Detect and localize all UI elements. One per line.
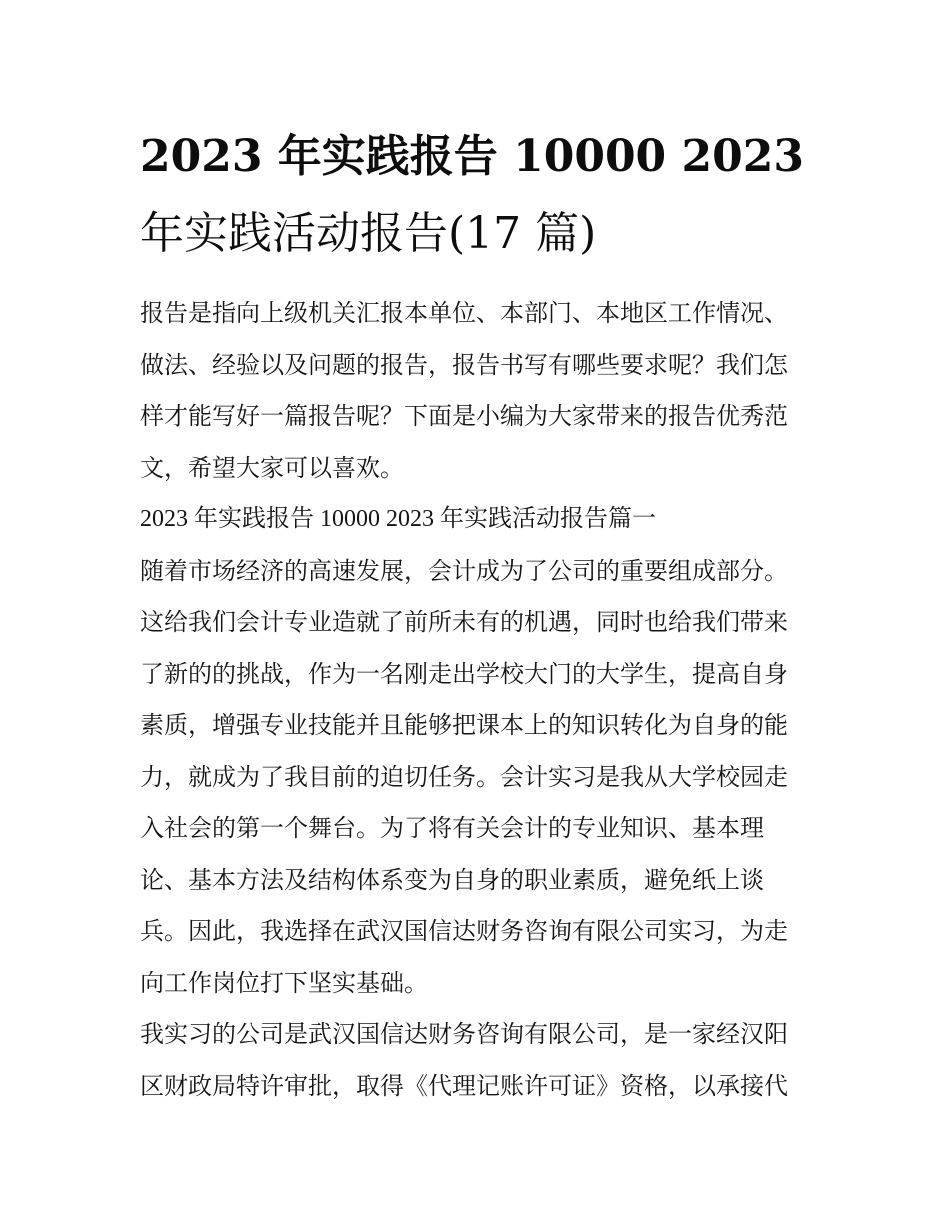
document-title: [140, 118, 812, 272]
intro-line-4: 文，希望大家可以喜欢。: [140, 453, 404, 482]
intro-line-3: 样才能写好一篇报告呢？下面是小编为大家带来的报告优秀范: [140, 402, 788, 430]
paragraph1-line-2: 这给我们会计专业造就了前所未有的机遇，同时也给我们带来: [140, 608, 788, 636]
paragraph1-line-5: 力，就成为了我目前的迫切任务。会计实习是我从大学校园走: [140, 762, 788, 791]
paragraph1-line-4: 素质，增强专业技能并且能够把课本上的知识转化为自身的能: [140, 711, 788, 739]
paragraph2-line-2: 区财政局特许审批，取得《代理记账许可证》资格，以承接代: [140, 1071, 788, 1100]
title-line-1: 2023 年实践报告 10000 2023: [140, 131, 804, 182]
document-content: [140, 118, 812, 1112]
paragraph1-line-3: 了新的的挑战，作为一名刚走出学校大门的大学生，提高自身: [140, 659, 788, 688]
paragraph1-line-6: 入社会的第一个舞台。为了将有关会计的专业知识、基本理: [140, 814, 764, 842]
body-paragraph-1: [140, 546, 812, 1010]
paragraph1-line-8: 兵。因此，我选择在武汉国信达财务咨询有限公司实习，为走: [140, 917, 788, 945]
intro-line-2: 做法、经验以及问题的报告，报告书写有哪些要求呢？我们怎: [140, 350, 788, 379]
body-paragraph-2: [140, 1009, 812, 1112]
section-heading: 2023 年实践报告 10000 2023 年实践活动报告篇一: [140, 506, 656, 532]
paragraph1-line-1: 随着市场经济的高速发展，会计成为了公司的重要组成部分。: [140, 556, 788, 585]
paragraph2-line-1: 我实习的公司是武汉国信达财务咨询有限公司，是一家经汉阳: [140, 1020, 788, 1048]
paragraph1-line-9: 向工作岗位打下坚实基础。: [140, 968, 428, 997]
paragraph1-line-7: 论、基本方法及结构体系变为自身的职业素质，避免纸上谈: [140, 865, 764, 894]
intro-line-1: 报告是指向上级机关汇报本单位、本部门、本地区工作情况、: [140, 299, 788, 327]
intro-paragraph: [140, 288, 812, 494]
title-line-2: 年实践活动报告(17 篇): [140, 208, 597, 259]
